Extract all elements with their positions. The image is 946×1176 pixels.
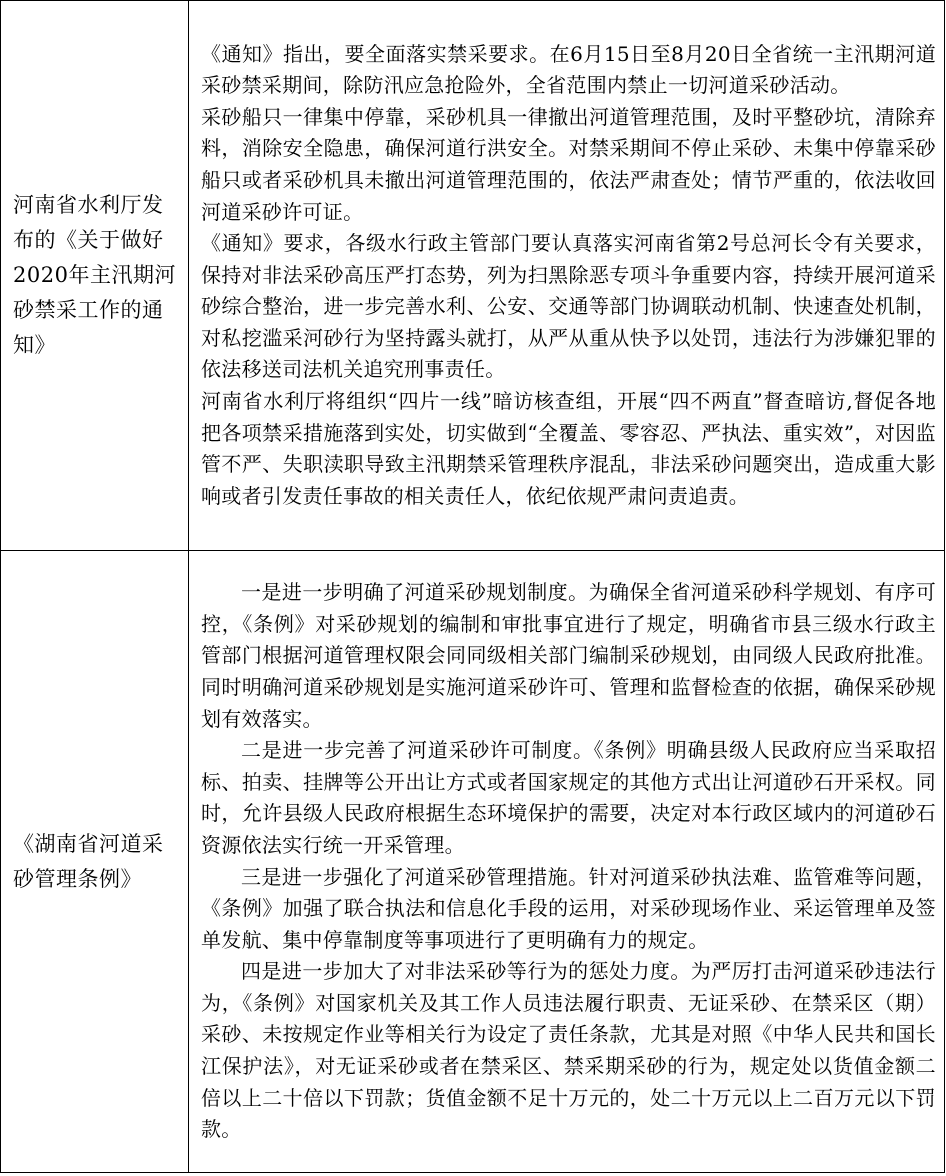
table-row xyxy=(1,551,945,1173)
paragraph: 一是进一步明确了河道采砂规划制度。为确保全省河道采砂科学规划、有序可控，《条例》对采砂规划的编制和审批事宜进行了规定，明确省市县三级水行政主管部门根据河道管理权限会同同级相关部门编制采砂规划，由同级人民政府批准。同时明确河道采砂规划是实施河道采砂许可、管理和监督检查的依据，确保采砂规划有效落实。 xyxy=(201,580,936,731)
paragraph: 采砂船只一律集中停靠，采砂机具一律撤出河道管理范围，及时平整砂坑，清除弃料，消除安全隐患，确保河道行洪安全。对禁采期间不停止采砂、未集中停靠采砂船只或者采砂机具未撤出河道管理范围的，依法严肃查处；情节严重的，依法收回河道采砂许可证。 xyxy=(201,104,936,224)
row-content-cell xyxy=(189,551,945,1173)
paragraph: 二是进一步完善了河道采砂许可制度。《条例》明确县级人民政府应当采取招标、拍卖、挂牌等公开出让方式或者国家规定的其他方式出让河道砂石开采权。同时，允许县级人民政府根据生态环境保护的需要，决定对本行政区域内的河道砂石资源依法实行统一开采管理。 xyxy=(201,738,936,857)
paragraph: 河南省水利厅将组织“四片一线”暗访核查组，开展“四不两直”督查暗访,督促各地把各项禁采措施落到实处，切实做到“全覆盖、零容忍、严执法、重实效”，对因监管不严、失职渎职导致主汛期禁采管理秩序混乱，非法采砂问题突出，造成重大影响或者引发责任事故的相关责任人，依纪依规严肃问责追责。 xyxy=(201,389,936,508)
row-content-cell xyxy=(189,1,945,551)
row-title: 《湖南省河道采砂管理条例》 xyxy=(13,831,164,891)
table-row xyxy=(1,1,945,551)
row-title-cell xyxy=(1,1,189,551)
paragraph: 三是进一步强化了河道采砂管理措施。针对河道采砂执法难、监管难等问题，《条例》加强了联合执法和信息化手段的运用，对采砂现场作业、采运管理单及签单发航、集中停靠制度等事项进行了更明确有力的规定。 xyxy=(201,864,936,952)
row-title: 河南省水利厅发布的《关于做好2020年主汛期河砂禁采工作的通知》 xyxy=(13,193,176,357)
paragraph: 四是进一步加大了对非法采砂等行为的惩处力度。为严厉打击河道采砂违法行为，《条例》对国家机关及其工作人员违法履行职责、无证采砂、在禁采区（期）采砂、未按规定作业等相关行为设定了责任条款，尤其是对照《中华人民共和国长江保护法》，对无证采砂或者在禁采区、禁采期采砂的行为，规定处以货值金额二倍以上二十倍以下罚款；货值金额不足十万元的，处二十万元以上二百万元以下罚款。 xyxy=(201,959,936,1142)
row-title-cell xyxy=(1,551,189,1173)
paragraph: 《通知》要求，各级水行政主管部门要认真落实河南省第2号总河长令有关要求，保持对非法采砂高压严打态势，列为扫黑除恶专项斗争重要内容，持续开展河道采砂综合整治，进一步完善水利、公安、交通等部门协调联动机制、快速查处机制，对私挖滥采河砂行为坚持露头就打，从严从重从快予以处罚，违法行为涉嫌犯罪的依法移送司法机关追究刑事责任。 xyxy=(201,231,936,382)
paragraph: 《通知》指出，要全面落实禁采要求。在6月15日至8月20日全省统一主汛期河道采砂禁采期间，除防汛应急抢险外，全省范围内禁止一切河道采砂活动。 xyxy=(201,41,936,98)
